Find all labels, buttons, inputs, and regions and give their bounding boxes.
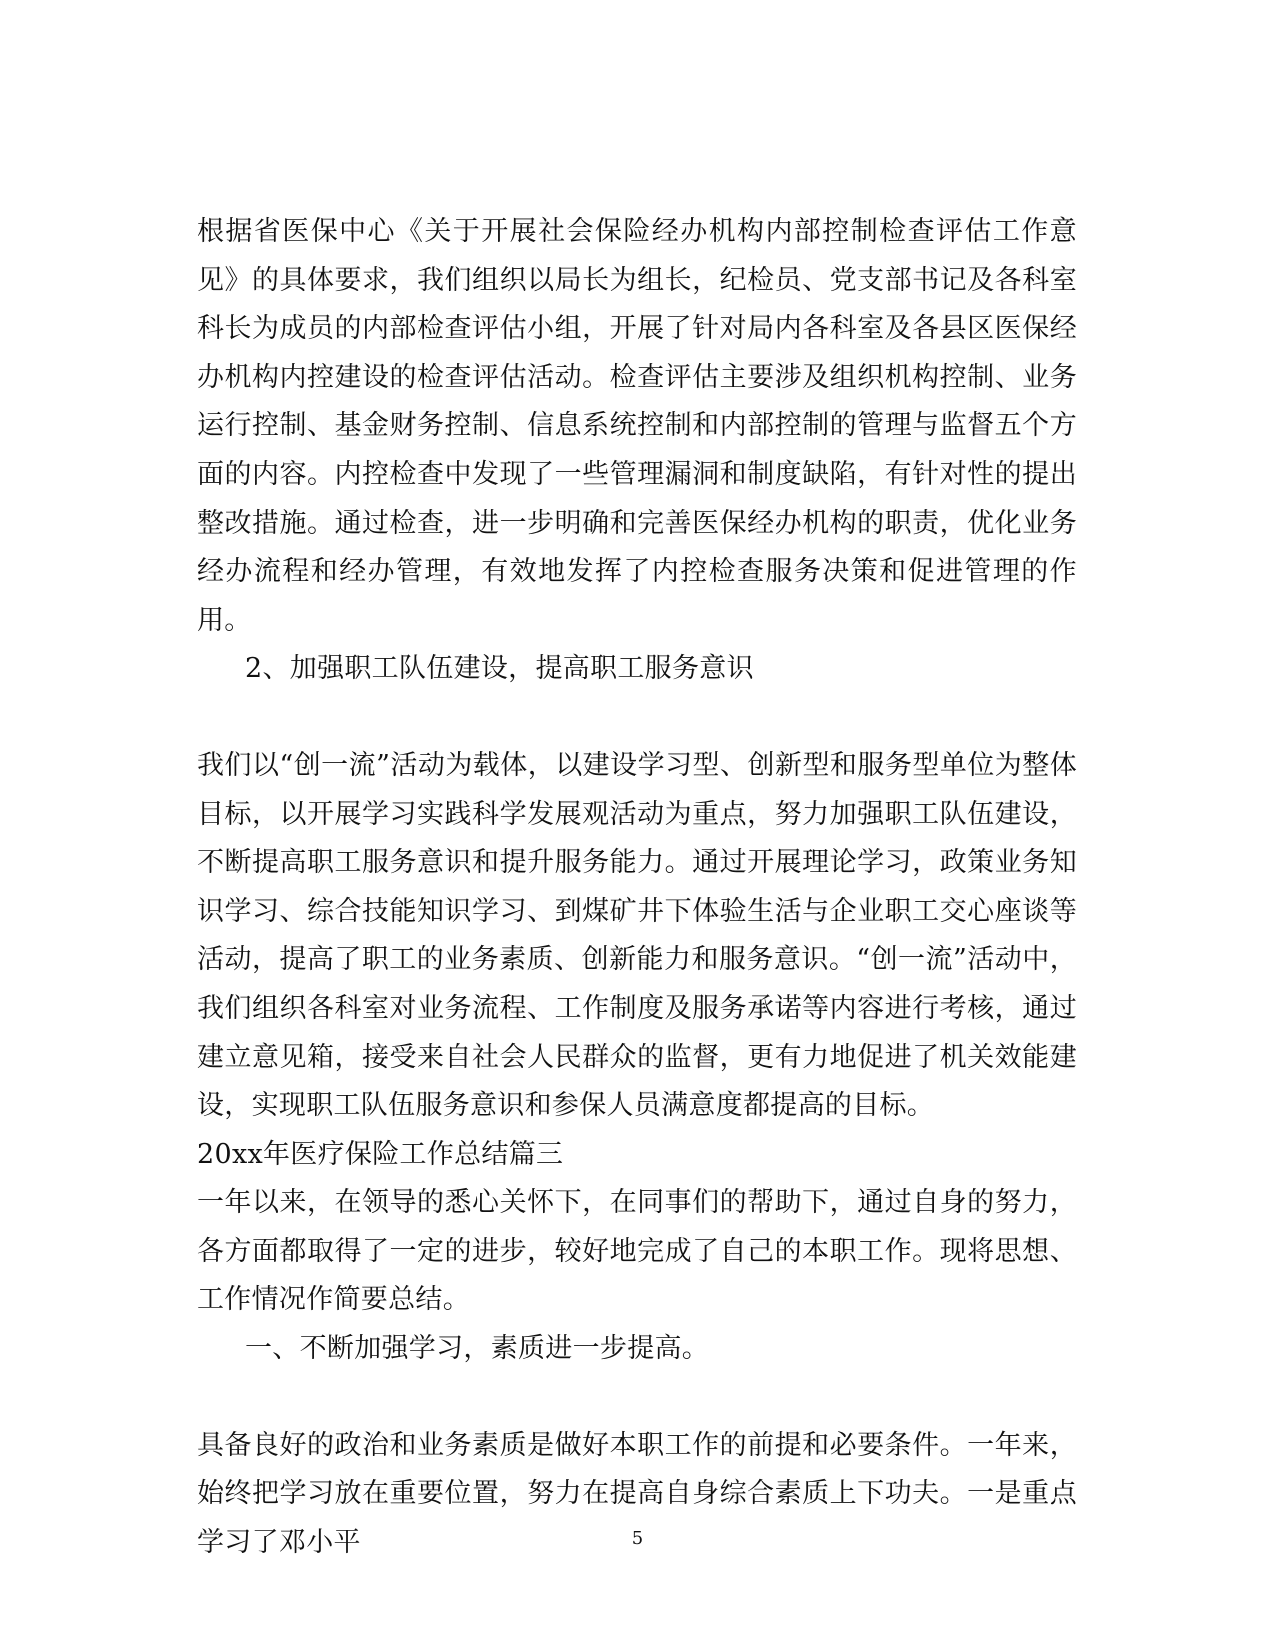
paragraph-introduction: 一年以来，在领导的悉心关怀下，在同事们的帮助下，通过自身的努力，各方面都取得了一定的进步，较好地完成了自己的本职工作。现将思想、工作情况作简要总结。 [197, 1187, 1077, 1316]
page-number: 5 [631, 1528, 644, 1549]
paragraph-internal-control: 根据省医保中心《关于开展社会保险经办机构内部控制检查评估工作意见》的具体要求，我们组织以局长为组长，纪检员、党支部书记及各科室科长为成员的内部检查评估小组，开展了针对局内各科室及各县区医保经办机构内控建设的检查评估活动。检查评估主要涉及组织机构控制、业务运行控制、基金财务控制、信息系统控制和内部控制的管理与监督五个方面的内容。内控检查中发现了一些管理漏洞和制度缺陷，有针对性的提出整改措施。通过检查，进一步明确和完善医保经办机构的职责，优化业务经办流程和经办管理，有效地发挥了内控检查服务决策和促进管理的作用。 [197, 216, 1077, 636]
paragraph-staff-building: 我们以“创一流”活动为载体，以建设学习型、创新型和服务型单位为整体目标，以开展学习实践科学发展观活动为重点，努力加强职工队伍建设，不断提高职工服务意识和提升服务能力。通过开展理论学习，政策业务知识学习、综合技能知识学习、到煤矿井下体验生活与企业职工交心座谈等活动，提高了职工的业务素质、创新能力和服务意识。“创一流”活动中，我们组织各科室对业务流程、工作制度及服务承诺等内容进行考核，通过建立意见箱，接受来自社会人民群众的监督，更有力地促进了机关效能建设，实现职工队伍服务意识和参保人员满意度都提高的目标。 [197, 749, 1077, 1122]
article-title-part-three: 20xx年医疗保险工作总结篇三 [197, 1138, 564, 1170]
section-heading-staff-building: 2、加强职工队伍建设，提高职工服务意识 [245, 653, 754, 685]
document-body [197, 208, 1077, 1567]
paragraph-learning: 具备良好的政治和业务素质是做好本职工作的前提和必要条件。一年来，始终把学习放在重要位置，努力在提高自身综合素质上下功夫。一是重点学习了邓小平 [197, 1429, 1077, 1558]
section-heading-learning: 一、不断加强学习，素质进一步提高。 [245, 1333, 710, 1365]
